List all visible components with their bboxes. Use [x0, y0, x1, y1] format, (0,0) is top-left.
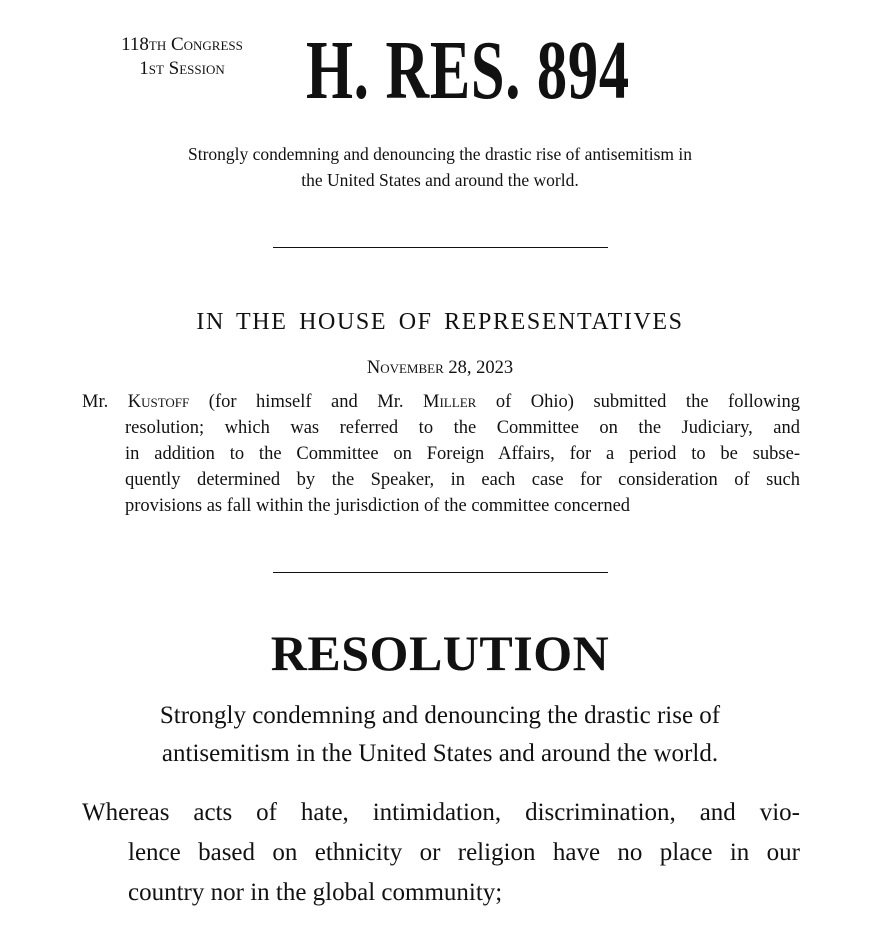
chamber-heading: IN THE HOUSE OF REPRESENTATIVES: [196, 309, 684, 335]
whereas-clause: [82, 793, 800, 913]
intro-text: (for himself and Mr.: [189, 392, 424, 412]
intro-line: resolution; which was referred to the Committee on the Judiciary, and: [125, 418, 800, 438]
intro-line: provisions as fall within the jurisdiction of the committee concerned: [125, 496, 631, 516]
whereas-line: lence based on ethnicity or religion have no place in our: [128, 839, 800, 866]
resolution-title-line: antisemitism in the United States and around the world.: [161, 740, 719, 767]
divider-rule: [273, 572, 608, 573]
intro-text: Mr.: [82, 392, 128, 412]
bill-subtitle: [60, 141, 820, 193]
sponsor-name: Kustoff: [127, 392, 190, 412]
introduction-date: November 28, 2023: [366, 358, 514, 378]
resolution-heading: RESOLUTION: [270, 625, 610, 681]
whereas-line: country nor in the global community;: [128, 879, 503, 906]
congress-label: 118th Congress: [121, 34, 243, 55]
session-label: 1st Session: [139, 58, 225, 79]
introduction-paragraph: [82, 389, 800, 519]
cosponsor-name: Miller: [423, 392, 477, 412]
intro-text: of Ohio) submitted the following: [476, 392, 800, 412]
bill-number: H. RES. 894: [306, 24, 630, 117]
resolution-title: [60, 697, 820, 773]
congress-session-label: [82, 33, 282, 81]
subtitle-line: Strongly condemning and denouncing the drastic rise of antisemitism in: [187, 144, 692, 164]
intro-line: [82, 389, 800, 415]
intro-line: quently determined by the Speaker, in each case for consideration of such: [125, 470, 800, 490]
subtitle-line: the United States and around the world.: [301, 170, 579, 190]
divider-rule: [273, 247, 608, 248]
whereas-line: Whereas acts of hate, intimidation, discrimination, and vio-: [82, 799, 800, 826]
intro-line: in addition to the Committee on Foreign Affairs, for a period to be subse-: [125, 444, 800, 464]
resolution-title-line: Strongly condemning and denouncing the drastic rise of: [159, 702, 721, 729]
